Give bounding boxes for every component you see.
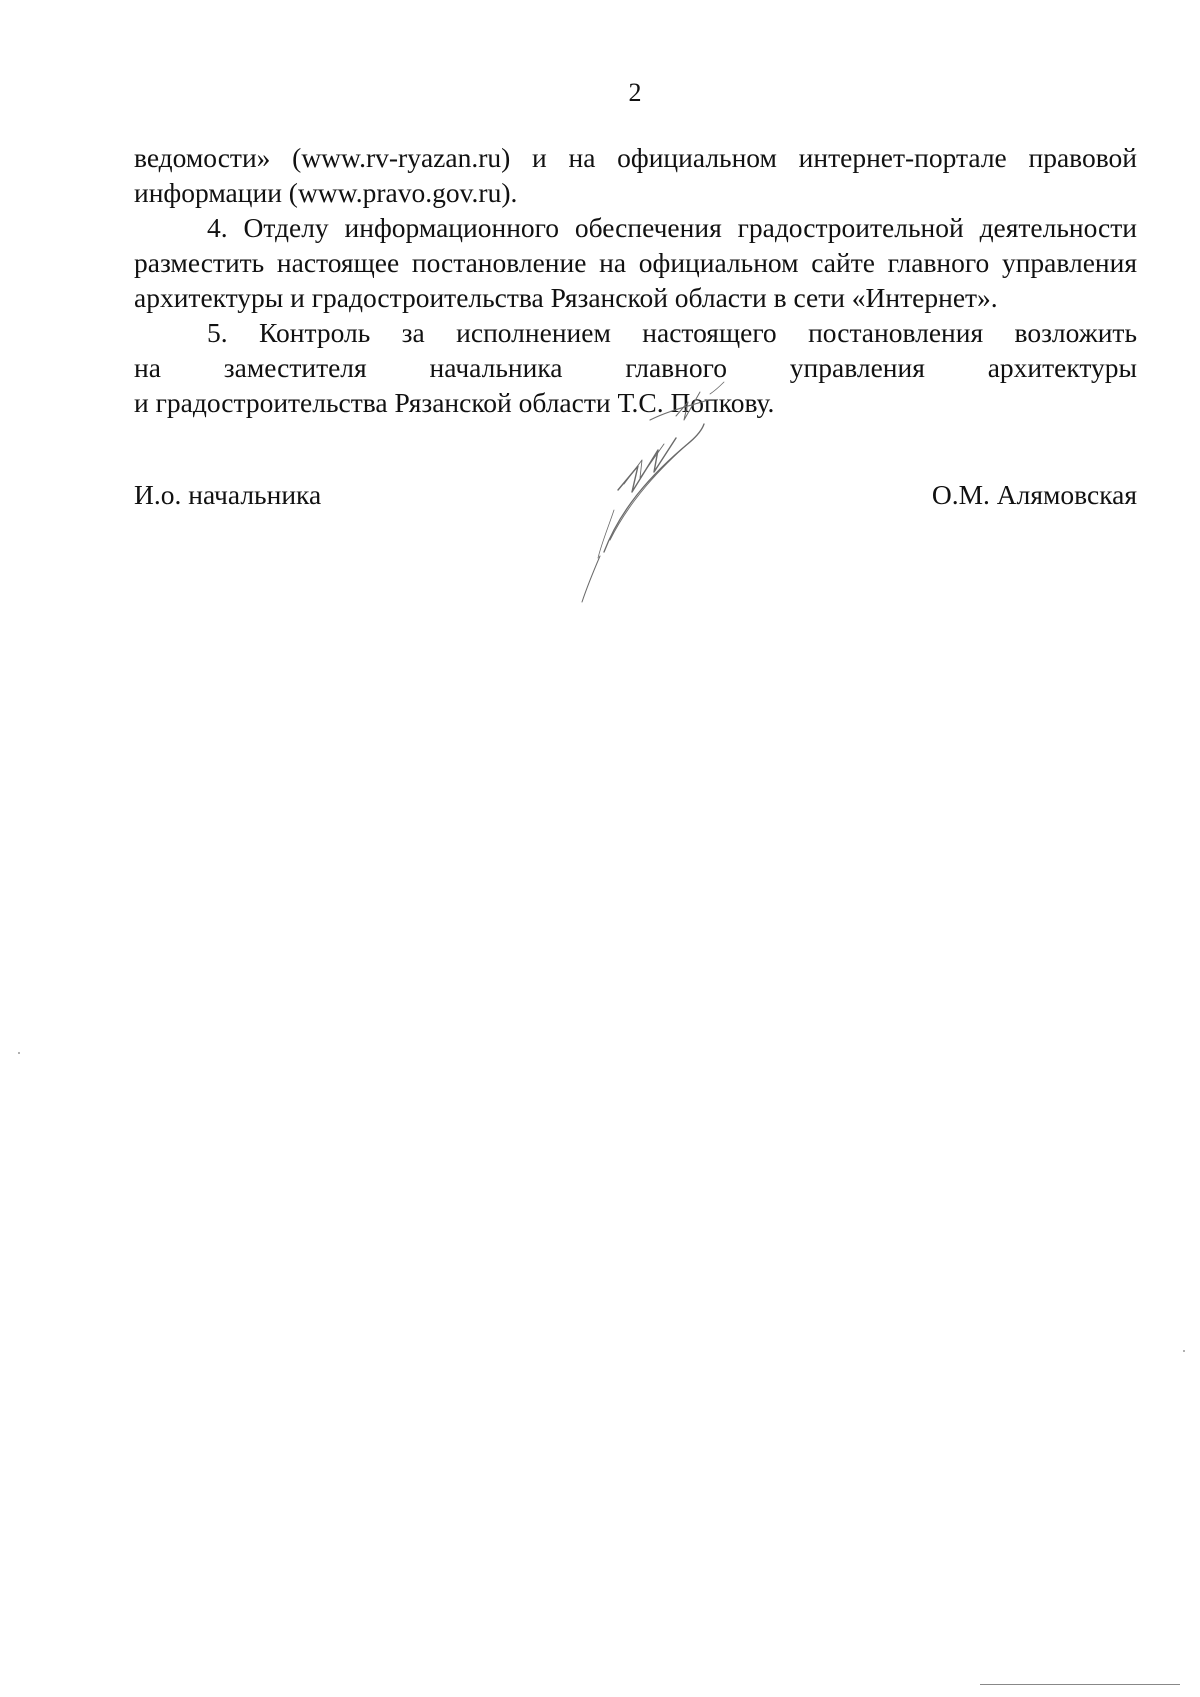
signer-position: И.о. начальника xyxy=(134,479,322,510)
text-line: разместить настоящее постановление на официальном сайте главного управления xyxy=(134,247,1137,278)
text-line: информации (www.pravo.gov.ru). xyxy=(134,177,518,208)
text-line: 5. Контроль за исполнением настоящего постановления возложить xyxy=(207,317,1137,348)
text-line: и градостроительства Рязанской области Т.С. Попкову. xyxy=(134,387,775,418)
document-body xyxy=(134,140,1137,420)
paragraph-item-4 xyxy=(134,210,1137,315)
paragraph-continuation xyxy=(134,140,1137,210)
signer-name: О.М. Алямовская xyxy=(931,479,1137,510)
handwritten-signature xyxy=(580,380,810,610)
scan-speck xyxy=(18,1052,20,1054)
scan-speck xyxy=(1183,1350,1185,1352)
page-number: 2 xyxy=(628,78,642,107)
text-line: 4. Отделу информационного обеспечения градостроительной деятельности xyxy=(207,212,1137,243)
text-line: ведомости» (www.rv-ryazan.ru) и на официальном интернет-портале правовой xyxy=(134,142,1137,173)
scan-artifact-line xyxy=(980,1684,1180,1685)
text-line: на заместителя начальника главного управления архитектуры xyxy=(134,352,1137,383)
text-line: архитектуры и градостроительства Рязанской области в сети «Интернет». xyxy=(134,282,998,313)
